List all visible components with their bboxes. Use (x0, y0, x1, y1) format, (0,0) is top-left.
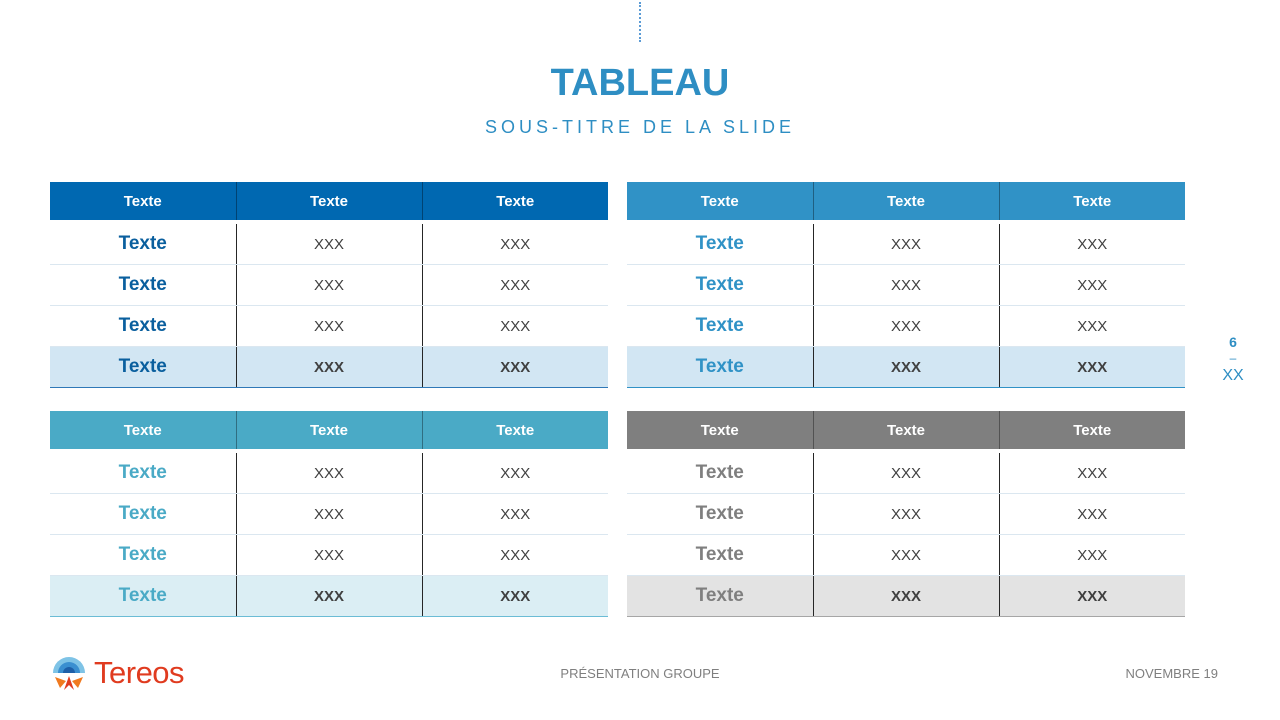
table-cell: XXX (813, 222, 999, 265)
header-cell: Texte (999, 182, 1185, 222)
table-cell: XXX (999, 265, 1185, 306)
header-cell: Texte (422, 182, 608, 222)
header-cell: Texte (627, 182, 813, 222)
table-cell: XXX (236, 265, 422, 306)
table-cell: XXX (813, 265, 999, 306)
header-cell: Texte (236, 411, 422, 451)
table-cell: XXX (422, 494, 608, 535)
table-cell: XXX (999, 494, 1185, 535)
row-label: Texte (627, 306, 813, 347)
table-header-row (50, 411, 608, 451)
table-total-row (627, 347, 1185, 388)
table-cell: XXX (422, 576, 608, 617)
table-header-row (50, 182, 608, 222)
row-label: Texte (50, 347, 236, 388)
tereos-logo-icon (50, 654, 88, 692)
row-label: Texte (627, 535, 813, 576)
table-cell: XXX (813, 576, 999, 617)
table-medium-blue (627, 182, 1185, 388)
table-row (627, 535, 1185, 576)
header-cell: Texte (813, 411, 999, 451)
table-row (627, 265, 1185, 306)
table-cell: XXX (236, 494, 422, 535)
table-grey (627, 411, 1185, 617)
table-row (50, 265, 608, 306)
table-cell: XXX (236, 576, 422, 617)
table-row (50, 494, 608, 535)
page-current: 6 (1229, 334, 1237, 350)
logo-wordmark: Tereos (94, 655, 185, 690)
row-label: Texte (50, 576, 236, 617)
table-row (627, 222, 1185, 265)
table-cell: XXX (813, 451, 999, 494)
tereos-logo (50, 652, 184, 694)
table-total-row (627, 576, 1185, 617)
top-dotted-marker (639, 2, 641, 42)
header-cell: Texte (999, 411, 1185, 451)
table-cell: XXX (422, 535, 608, 576)
table-cell: XXX (813, 494, 999, 535)
table-cell: XXX (813, 535, 999, 576)
table-cell: XXX (422, 265, 608, 306)
page-total: XX (1222, 367, 1244, 384)
row-label: Texte (50, 494, 236, 535)
header-cell: Texte (50, 182, 236, 222)
footer-date: NOVEMBRE 19 (1125, 666, 1218, 681)
page-separator: – (1229, 351, 1237, 365)
table-cell: XXX (999, 222, 1185, 265)
table-teal (50, 411, 608, 617)
row-label: Texte (50, 265, 236, 306)
table-header-row (627, 182, 1185, 222)
row-label: Texte (50, 306, 236, 347)
row-label: Texte (627, 494, 813, 535)
row-label: Texte (627, 265, 813, 306)
table-cell: XXX (422, 451, 608, 494)
table-cell: XXX (422, 306, 608, 347)
table-total-row (50, 347, 608, 388)
table-total-row (50, 576, 608, 617)
row-label: Texte (627, 347, 813, 388)
table-cell: XXX (422, 347, 608, 388)
table-row (627, 494, 1185, 535)
table-cell: XXX (813, 306, 999, 347)
table-dark-blue (50, 182, 608, 388)
table-cell: XXX (236, 347, 422, 388)
table-row (50, 451, 608, 494)
table-cell: XXX (236, 306, 422, 347)
row-label: Texte (627, 576, 813, 617)
header-cell: Texte (50, 411, 236, 451)
table-row (627, 451, 1185, 494)
slide-subtitle: SOUS-TITRE DE LA SLIDE (484, 117, 796, 137)
table-row (50, 306, 608, 347)
row-label: Texte (627, 222, 813, 265)
table-row (50, 535, 608, 576)
slide-title: TABLEAU (550, 62, 730, 104)
page-number (1212, 333, 1254, 387)
table-cell: XXX (236, 222, 422, 265)
row-label: Texte (50, 451, 236, 494)
header-cell: Texte (422, 411, 608, 451)
footer-presentation-label: PRÉSENTATION GROUPE (560, 666, 720, 681)
header-cell: Texte (813, 182, 999, 222)
table-cell: XXX (999, 535, 1185, 576)
table-cell: XXX (422, 222, 608, 265)
row-label: Texte (627, 451, 813, 494)
table-header-row (627, 411, 1185, 451)
table-cell: XXX (999, 451, 1185, 494)
table-cell: XXX (813, 347, 999, 388)
table-row (627, 306, 1185, 347)
row-label: Texte (50, 222, 236, 265)
table-cell: XXX (999, 306, 1185, 347)
header-cell: Texte (627, 411, 813, 451)
table-cell: XXX (999, 576, 1185, 617)
row-label: Texte (50, 535, 236, 576)
table-cell: XXX (999, 347, 1185, 388)
header-cell: Texte (236, 182, 422, 222)
table-cell: XXX (236, 535, 422, 576)
table-cell: XXX (236, 451, 422, 494)
table-row (50, 222, 608, 265)
